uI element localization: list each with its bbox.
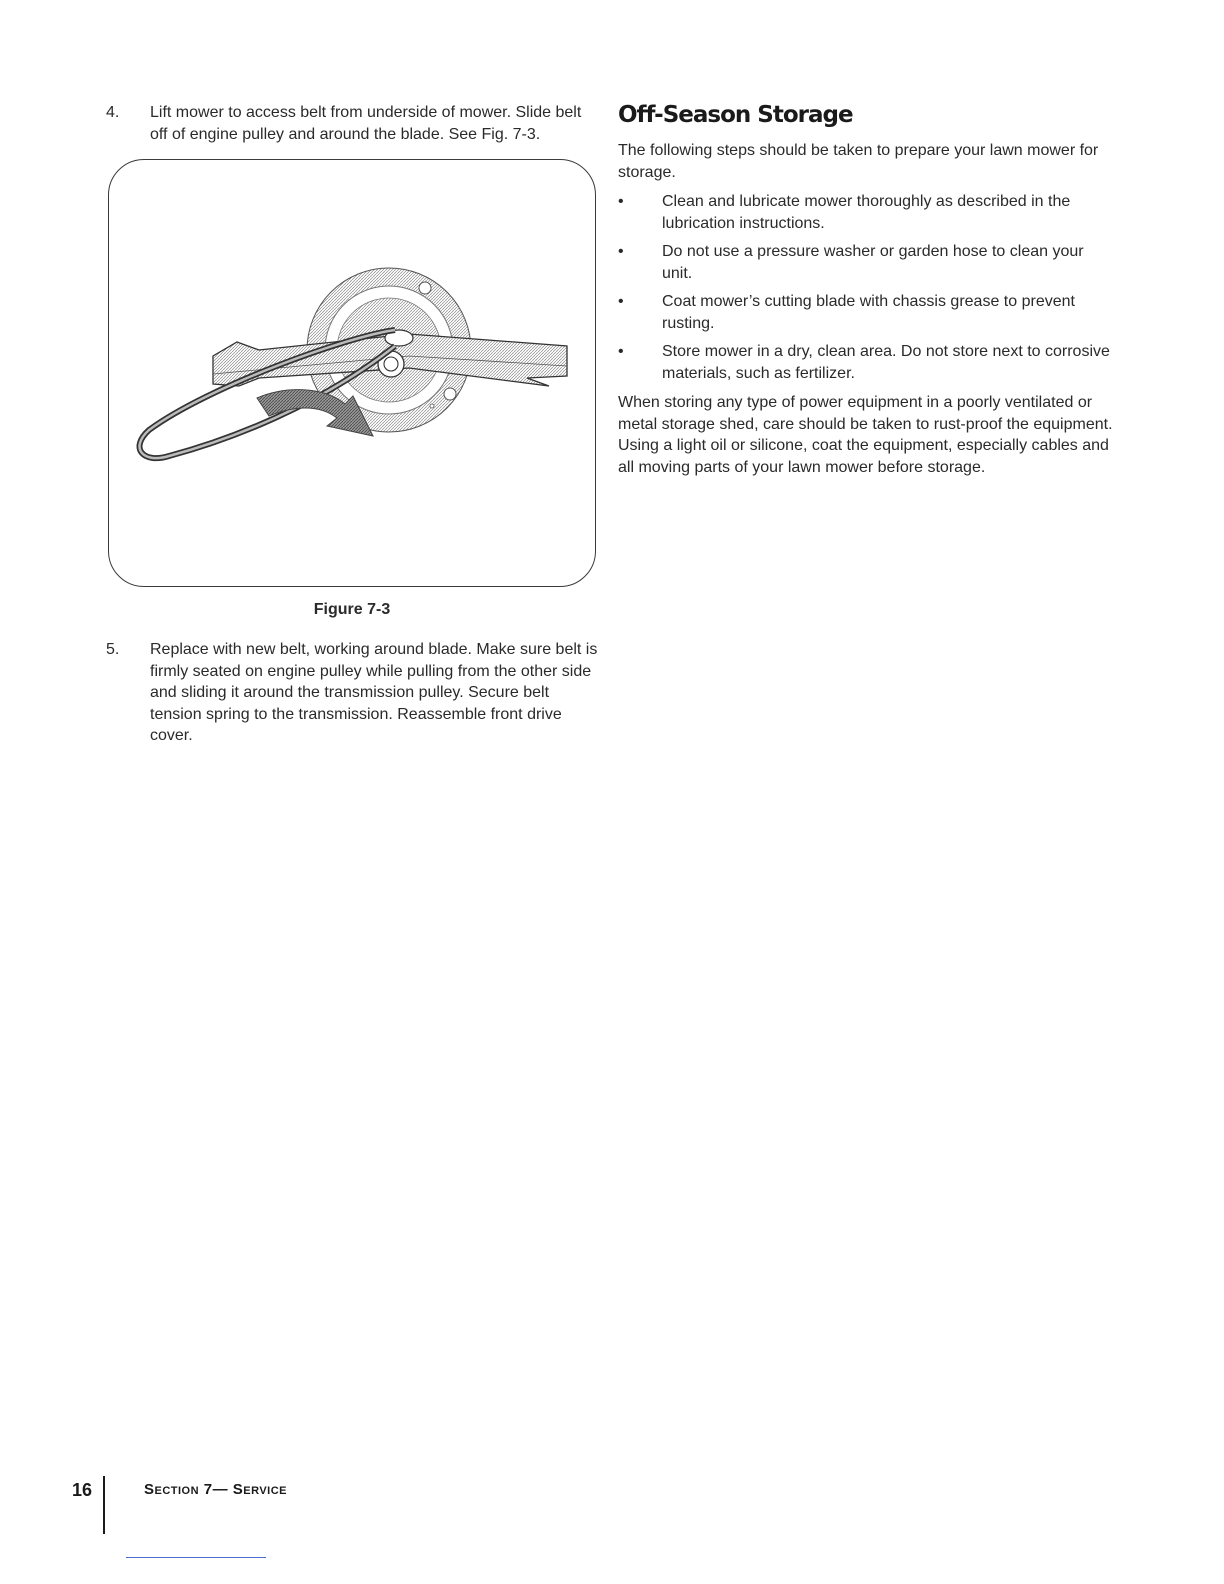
right-column: [618, 102, 1118, 478]
list-item-text: Clean and lubricate mower thoroughly as described in the lubrication instructions.: [662, 193, 1071, 232]
step-4-text: Lift mower to access belt from underside of mower. Slide belt off of engine pulley and around the blade. See Fig. 7-3.: [150, 104, 582, 143]
step-5-number: 5.: [106, 641, 120, 658]
list-item-text: Do not use a pressure washer or garden hose to clean your unit.: [662, 243, 1084, 282]
step-4-number: 4.: [106, 104, 120, 121]
bullet-marker: •: [618, 293, 624, 310]
step-5: [106, 639, 598, 747]
section-label: Section 7— Service: [144, 1481, 287, 1498]
section-heading: Off-Season Storage: [618, 102, 853, 128]
bullet-marker: •: [618, 343, 624, 360]
scan-artifact-line: [126, 1557, 266, 1558]
footer-divider: [103, 1476, 105, 1534]
list-item: [618, 241, 1118, 284]
storage-steps-list: [618, 191, 1118, 384]
figure-caption: Figure 7-3: [313, 601, 391, 618]
step-4: [106, 102, 598, 145]
step-5-text: Replace with new belt, working around blade. Make sure belt is firmly seated on engine pulley while pulling from the other side and sliding it around the transmission pulley. Secure belt tension spring to the transmission. Reassemble front drive cover.: [150, 641, 598, 744]
list-item: [618, 341, 1118, 384]
figure-7-3: [108, 159, 596, 587]
list-item-text: Store mower in a dry, clean area. Do not store next to corrosive materials, such as fertilizer.: [662, 343, 1110, 382]
list-item: [618, 191, 1118, 234]
left-column: [106, 102, 598, 747]
list-item: [618, 291, 1118, 334]
page-number: 16: [72, 1480, 93, 1500]
bullet-marker: •: [618, 243, 624, 260]
bullet-marker: •: [618, 193, 624, 210]
closing-paragraph: When storing any type of power equipment in a poorly ventilated or metal storage shed, care should be taken to rust-proof the equipment. Using a light oil or silicone, coat the equipment, especially cables and all moving parts of your lawn mower before storage.: [618, 394, 1113, 476]
belt-removal-illustration: [109, 160, 596, 587]
list-item-text: Coat mower’s cutting blade with chassis grease to prevent rusting.: [662, 293, 1075, 332]
intro-paragraph: The following steps should be taken to prepare your lawn mower for storage.: [618, 142, 1099, 181]
